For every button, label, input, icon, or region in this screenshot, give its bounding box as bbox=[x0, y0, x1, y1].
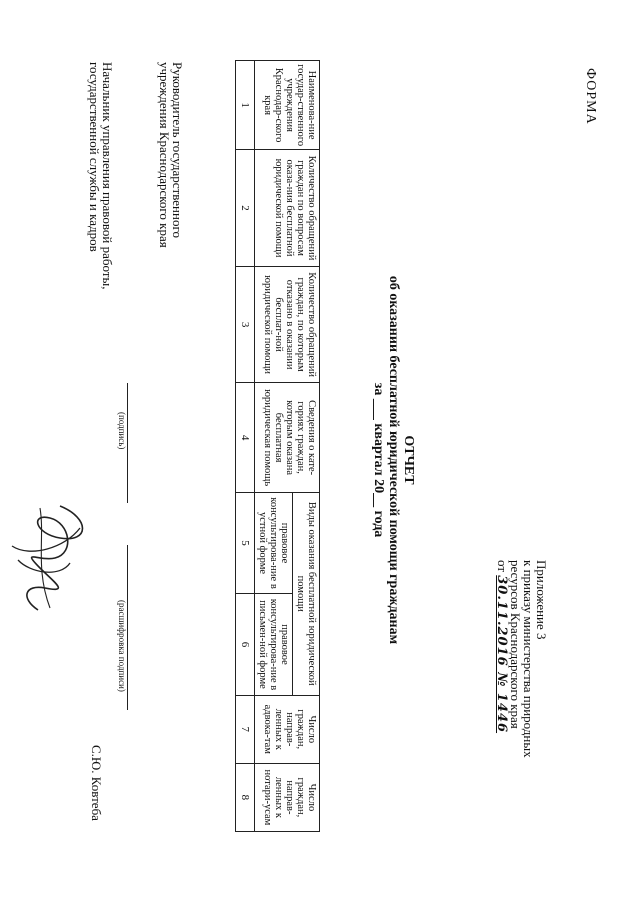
appendix-line: Приложение 3 bbox=[534, 560, 549, 640]
title-line: ОТЧЕТ bbox=[401, 435, 416, 485]
signatory-name: С.Ю. Ковтеба bbox=[89, 745, 104, 821]
column-number: 2 bbox=[236, 150, 255, 267]
handwritten-date-number: 30.11.2016 № 1446 bbox=[494, 575, 509, 734]
form-label: ФОРМА bbox=[583, 68, 598, 125]
appendix-line: к приказу министерства природных bbox=[521, 560, 536, 758]
header-group-cell: Виды оказания бесплатной юридической помощи bbox=[293, 492, 320, 695]
appendix-line: ресурсов Краснодарского края bbox=[508, 560, 523, 729]
decoding-caption: (расшифровка подписи) bbox=[117, 600, 127, 692]
header-cell: Число граждан, направ-ленных к нотари-усам bbox=[255, 763, 320, 831]
appendix-note bbox=[495, 560, 548, 758]
column-number: 6 bbox=[236, 594, 255, 695]
handwritten-signature bbox=[5, 498, 100, 618]
signatory-title bbox=[158, 62, 184, 248]
signature-caption: (подпись) bbox=[117, 412, 127, 450]
decoding-line bbox=[127, 545, 128, 710]
column-number: 4 bbox=[236, 383, 255, 492]
header-cell: Число граждан, направ-ленных к адвока-там bbox=[255, 695, 320, 763]
header-cell: Количество обращений граждан, по которым отказано в оказании бесплат-ной юридической помощи bbox=[255, 266, 320, 383]
signatory-title-line: Руководитель государственного bbox=[170, 62, 185, 238]
column-number: 5 bbox=[236, 492, 255, 593]
header-cell: правовое консультирова-ние в письмен-ной форме bbox=[255, 594, 293, 695]
chief-title-line: Начальник управления правовой работы, bbox=[100, 62, 115, 290]
signatory-title-line: учреждения Краснодарского края bbox=[157, 62, 172, 248]
report-title bbox=[371, 250, 416, 670]
header-cell: правовое консультирова-ние в устной форме bbox=[255, 492, 293, 593]
header-cell: Наименова-ние государ-ственного учреждения Краснодар-ского края bbox=[255, 61, 320, 150]
signature-line bbox=[127, 383, 128, 503]
header-cell: Сведения о кате-гориях граждан, которым оказана бесплатная юридическая помощь bbox=[255, 383, 320, 492]
chief-title-line: государственной службы и кадров bbox=[87, 62, 102, 252]
appendix-date-prefix: от bbox=[495, 560, 510, 573]
column-number: 8 bbox=[236, 763, 255, 831]
chief-title bbox=[88, 62, 114, 289]
column-number: 7 bbox=[236, 695, 255, 763]
appendix-date-line bbox=[495, 560, 509, 758]
column-number: 3 bbox=[236, 266, 255, 383]
title-line: об оказании бесплатной юридической помощи гражданам bbox=[386, 275, 401, 645]
title-line: за ___ квартал 20__ года bbox=[371, 382, 386, 538]
column-number: 1 bbox=[236, 61, 255, 150]
report-table bbox=[235, 60, 320, 832]
header-cell: Количество обращений граждан по вопросам оказа-ния бесплатной юридической помощи bbox=[255, 150, 320, 267]
